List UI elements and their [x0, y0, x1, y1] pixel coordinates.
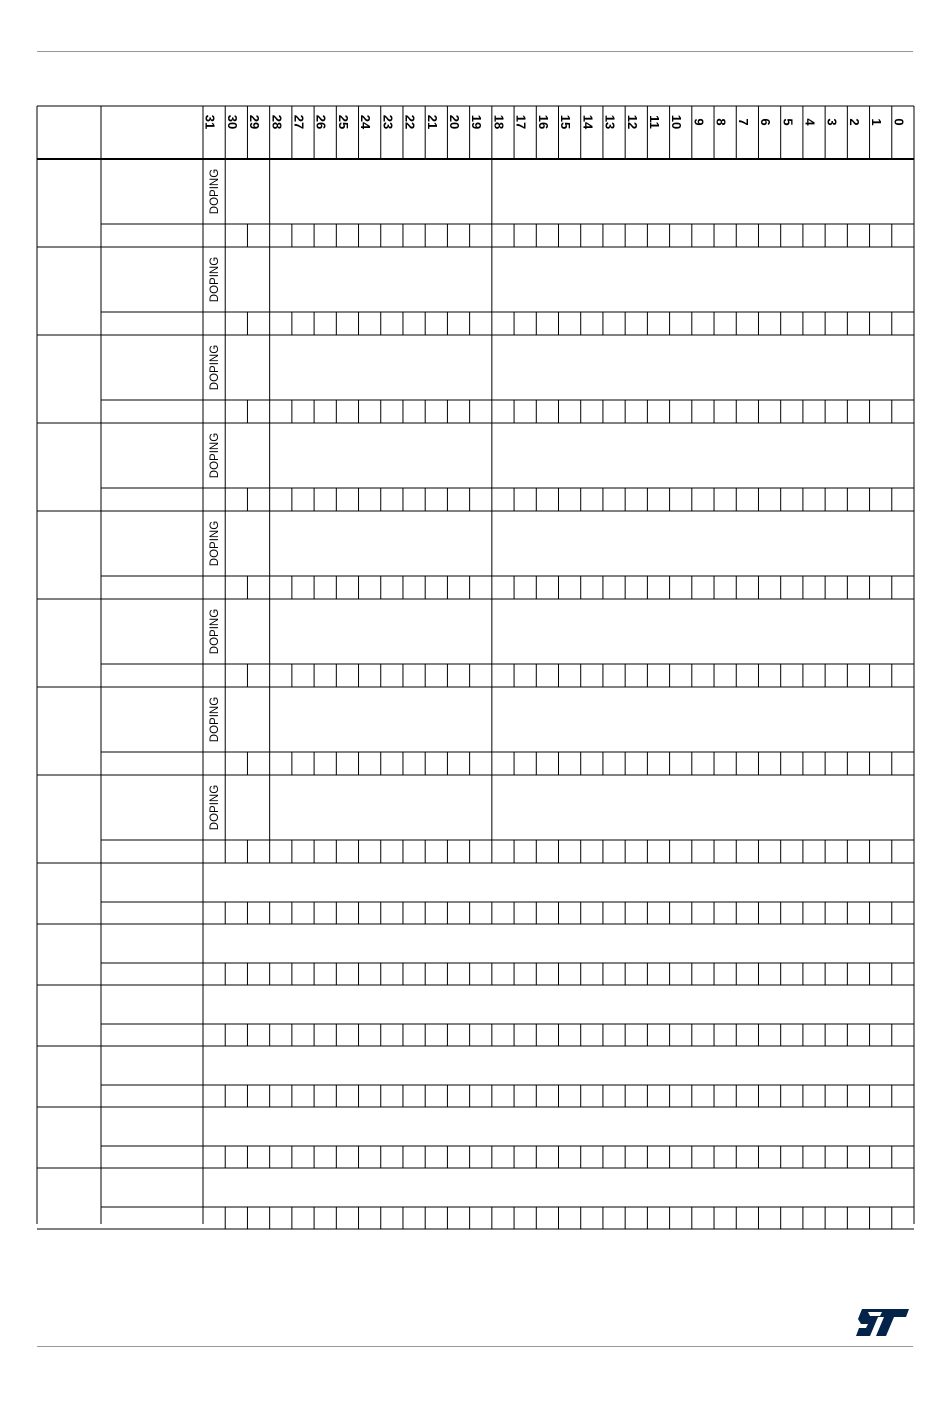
bit-number-20: 20: [447, 114, 463, 130]
field-label-doping: DOPING: [209, 608, 222, 655]
bit-number-5: 5: [780, 118, 796, 126]
bit-number-27: 27: [291, 114, 307, 130]
bit-number-9: 9: [691, 118, 707, 126]
bit-number-7: 7: [735, 118, 751, 126]
st-logo: [854, 1307, 910, 1342]
bit-number-0: 0: [891, 118, 907, 126]
field-label-doping: DOPING: [209, 696, 222, 743]
field-label-doping: DOPING: [209, 256, 222, 303]
bit-number-10: 10: [669, 114, 685, 130]
bit-number-2: 2: [846, 118, 862, 126]
bit-number-22: 22: [402, 114, 418, 130]
bit-number-26: 26: [313, 114, 329, 130]
bit-number-29: 29: [247, 114, 263, 130]
bit-number-18: 18: [491, 114, 507, 130]
field-label-doping: DOPING: [209, 432, 222, 479]
field-label-doping: DOPING: [209, 520, 222, 567]
bit-number-3: 3: [824, 118, 840, 126]
field-label-doping: DOPING: [209, 344, 222, 391]
bit-number-6: 6: [758, 118, 774, 126]
field-label-doping: DOPING: [209, 168, 222, 215]
bit-number-11: 11: [646, 115, 662, 129]
field-label-doping: DOPING: [209, 784, 222, 831]
bit-number-4: 4: [802, 118, 818, 126]
bit-number-23: 23: [380, 114, 396, 130]
bit-number-16: 16: [535, 114, 551, 130]
bit-number-21: 21: [424, 114, 440, 130]
bit-number-14: 14: [580, 114, 596, 130]
bit-number-13: 13: [602, 114, 618, 130]
bit-number-12: 12: [624, 114, 640, 130]
bit-number-15: 15: [558, 114, 574, 130]
bit-number-30: 30: [224, 114, 240, 130]
bit-number-25: 25: [335, 114, 351, 130]
bit-number-31: 31: [202, 114, 218, 130]
bit-number-24: 24: [358, 114, 374, 130]
footer-rule: [37, 1346, 913, 1347]
bit-number-19: 19: [469, 114, 485, 130]
bit-number-17: 17: [513, 114, 529, 130]
bit-number-28: 28: [269, 114, 285, 130]
bit-number-1: 1: [869, 118, 885, 126]
bit-number-8: 8: [713, 118, 729, 126]
